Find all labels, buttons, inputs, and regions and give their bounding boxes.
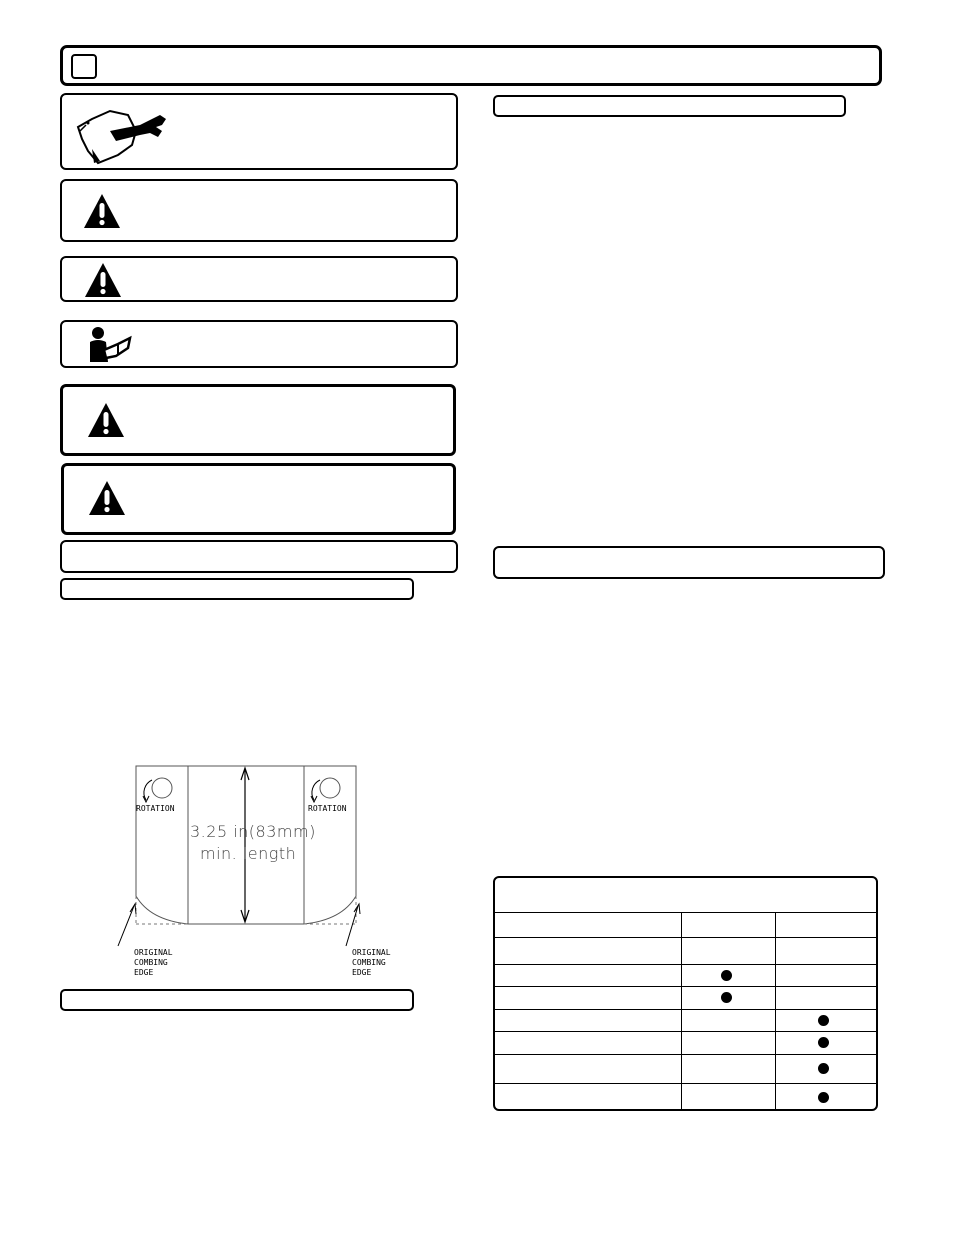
chart-row-divider (495, 986, 876, 987)
warning-triangle-icon (88, 480, 126, 516)
chart-dot-column-2 (818, 1037, 829, 1048)
warning-box-4 (61, 463, 456, 535)
chart-row-divider (495, 964, 876, 965)
chart-header-divider (495, 912, 876, 913)
original-edge-label-left: ORIGINAL COMBING EDGE (134, 948, 173, 977)
section-title-box-right (493, 546, 885, 579)
subsection-title-pill-left-2 (60, 989, 414, 1011)
dimension-label-line2: min. length (200, 844, 297, 863)
blade-wear-figure (110, 760, 400, 982)
chart-row-divider (495, 1031, 876, 1032)
chart-dot-column-1 (721, 992, 732, 1003)
section-header-bar (60, 45, 882, 86)
chart-column-divider-2 (775, 912, 776, 1109)
read-manual-icon (88, 326, 134, 364)
warning-triangle-icon (87, 402, 125, 438)
original-edge-label-right: ORIGINAL COMBING EDGE (352, 948, 391, 977)
chart-dot-column-2 (818, 1092, 829, 1103)
chart-dot-column-1 (721, 970, 732, 981)
warning-box-1 (60, 179, 458, 242)
read-manual-box (60, 320, 458, 368)
chart-row-divider (495, 937, 876, 938)
chart-dot-column-2 (818, 1063, 829, 1074)
chart-column-divider-1 (681, 912, 682, 1109)
chart-dot-column-2 (818, 1015, 829, 1026)
chart-row-divider (495, 1054, 876, 1055)
chart-row-divider (495, 1083, 876, 1084)
section-title-box-left (60, 540, 458, 573)
section-number-box (71, 54, 97, 79)
warning-box-3 (60, 384, 456, 456)
chart-row-divider (495, 1009, 876, 1010)
subsection-title-pill-right-1 (493, 95, 846, 117)
maintenance-notice-box (60, 93, 458, 170)
dimension-label-line1: 3.25 in(83mm) (190, 822, 316, 841)
hand-wrench-icon (70, 101, 170, 167)
warning-triangle-icon (84, 262, 122, 298)
rotation-label-right: ROTATION (308, 804, 347, 813)
maintenance-chart (493, 876, 878, 1111)
warning-triangle-icon (83, 193, 121, 229)
rotation-label-left: ROTATION (136, 804, 175, 813)
warning-box-2 (60, 256, 458, 302)
subsection-title-pill-left-1 (60, 578, 414, 600)
